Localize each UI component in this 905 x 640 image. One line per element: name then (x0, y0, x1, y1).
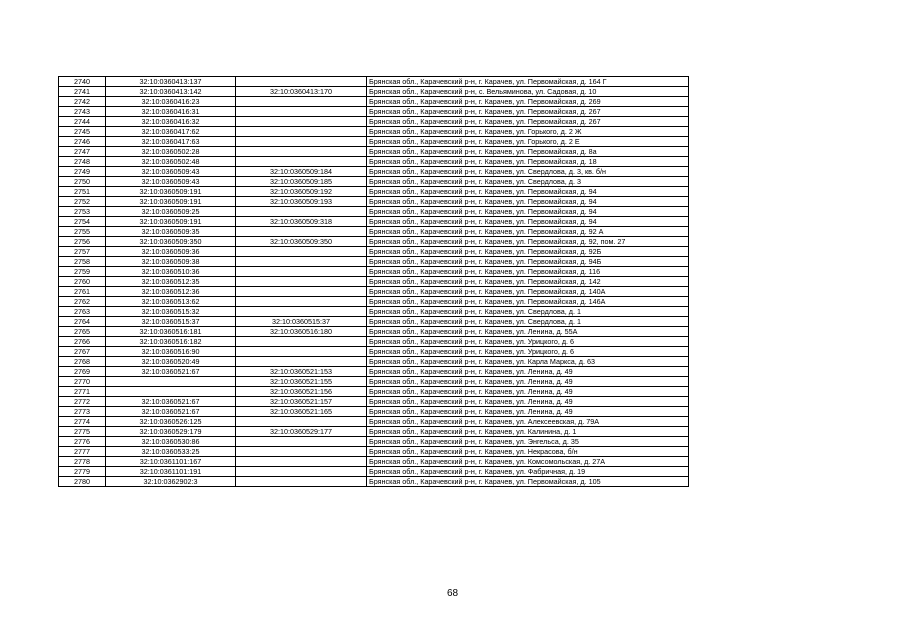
address-cell: Брянская обл., Карачевский р-н, г. Карачев, ул. Первомайская, д. 94 (367, 197, 689, 207)
related-cadastral-number-cell (236, 307, 367, 317)
cadastral-number-cell: 32:10:0360416:32 (106, 117, 236, 127)
address-cell: Брянская обл., Карачевский р-н, г. Карачев, ул. Урицкого, д. 6 (367, 347, 689, 357)
cadastral-number-cell: 32:10:0360516:182 (106, 337, 236, 347)
related-cadastral-number-cell: 32:10:0360509:192 (236, 187, 367, 197)
table-row (59, 217, 689, 227)
row-number-cell: 2751 (59, 187, 106, 197)
row-number-cell: 2755 (59, 227, 106, 237)
row-number-cell: 2745 (59, 127, 106, 137)
related-cadastral-number-cell: 32:10:0360521:156 (236, 387, 367, 397)
address-cell: Брянская обл., Карачевский р-н, г. Карачев, ул. Ленина, д. 49 (367, 377, 689, 387)
table-row (59, 147, 689, 157)
address-cell: Брянская обл., Карачевский р-н, г. Карачев, ул. Первомайская, д. 94 (367, 207, 689, 217)
row-number-cell: 2773 (59, 407, 106, 417)
related-cadastral-number-cell (236, 477, 367, 487)
table-row (59, 417, 689, 427)
row-number-cell: 2754 (59, 217, 106, 227)
related-cadastral-number-cell (236, 437, 367, 447)
related-cadastral-number-cell (236, 77, 367, 87)
row-number-cell: 2770 (59, 377, 106, 387)
related-cadastral-number-cell (236, 257, 367, 267)
cadastral-number-cell: 32:10:0360509:350 (106, 237, 236, 247)
table-row (59, 317, 689, 327)
table-row (59, 427, 689, 437)
row-number-cell: 2759 (59, 267, 106, 277)
table-row (59, 277, 689, 287)
row-number-cell: 2767 (59, 347, 106, 357)
related-cadastral-number-cell (236, 287, 367, 297)
address-cell: Брянская обл., Карачевский р-н, г. Карачев, ул. Ленина, д. 49 (367, 367, 689, 377)
address-cell: Брянская обл., Карачевский р-н, г. Карачев, ул. Горького, д. 2 Ж (367, 127, 689, 137)
cadastral-number-cell: 32:10:0360520:49 (106, 357, 236, 367)
row-number-cell: 2741 (59, 87, 106, 97)
cadastral-number-cell: 32:10:0360502:28 (106, 147, 236, 157)
table-row (59, 467, 689, 477)
table-row (59, 77, 689, 87)
row-number-cell: 2780 (59, 477, 106, 487)
table-row (59, 287, 689, 297)
row-number-cell: 2768 (59, 357, 106, 367)
address-cell: Брянская обл., Карачевский р-н, г. Карачев, ул. Карла Маркса, д. 63 (367, 357, 689, 367)
address-cell: Брянская обл., Карачевский р-н, г. Карачев, ул. Первомайская, д. 267 (367, 107, 689, 117)
cadastral-number-cell: 32:10:0360512:36 (106, 287, 236, 297)
address-cell: Брянская обл., Карачевский р-н, г. Карачев, ул. Горького, д. 2 Е (367, 137, 689, 147)
address-cell: Брянская обл., Карачевский р-н, г. Карачев, ул. Свердлова, д. 3 (367, 177, 689, 187)
cadastral-number-cell: 32:10:0360413:137 (106, 77, 236, 87)
related-cadastral-number-cell: 32:10:0360521:155 (236, 377, 367, 387)
related-cadastral-number-cell: 32:10:0360521:153 (236, 367, 367, 377)
table-row (59, 267, 689, 277)
address-cell: Брянская обл., Карачевский р-н, г. Карачев, ул. Первомайская, д. 269 (367, 97, 689, 107)
table-row (59, 407, 689, 417)
related-cadastral-number-cell (236, 127, 367, 137)
table-row (59, 167, 689, 177)
address-cell: Брянская обл., Карачевский р-н, г. Карачев, ул. Первомайская, д. 92 А (367, 227, 689, 237)
address-cell: Брянская обл., Карачевский р-н, г. Карачев, ул. Первомайская, д. 146А (367, 297, 689, 307)
cadastral-number-cell: 32:10:0362902:3 (106, 477, 236, 487)
table-row (59, 247, 689, 257)
related-cadastral-number-cell: 32:10:0360509:185 (236, 177, 367, 187)
row-number-cell: 2740 (59, 77, 106, 87)
property-table-body (59, 77, 689, 487)
cadastral-number-cell: 32:10:0360513:62 (106, 297, 236, 307)
row-number-cell: 2742 (59, 97, 106, 107)
property-table (58, 76, 689, 487)
address-cell: Брянская обл., Карачевский р-н, г. Карачев, ул. Комсомольская, д. 27А (367, 457, 689, 467)
cadastral-number-cell: 32:10:0360416:31 (106, 107, 236, 117)
related-cadastral-number-cell (236, 267, 367, 277)
cadastral-number-cell: 32:10:0360516:181 (106, 327, 236, 337)
related-cadastral-number-cell (236, 357, 367, 367)
cadastral-number-cell: 32:10:0360526:125 (106, 417, 236, 427)
related-cadastral-number-cell (236, 247, 367, 257)
cadastral-number-cell: 32:10:0360521:67 (106, 367, 236, 377)
address-cell: Брянская обл., Карачевский р-н, г. Карачев, ул. Первомайская, д. 267 (367, 117, 689, 127)
table-row (59, 437, 689, 447)
cadastral-number-cell: 32:10:0360512:35 (106, 277, 236, 287)
table-row (59, 297, 689, 307)
row-number-cell: 2775 (59, 427, 106, 437)
cadastral-number-cell: 32:10:0360521:67 (106, 407, 236, 417)
address-cell: Брянская обл., Карачевский р-н, г. Карачев, ул. Первомайская, д. 140А (367, 287, 689, 297)
cadastral-number-cell: 32:10:0360510:36 (106, 267, 236, 277)
cadastral-number-cell: 32:10:0360529:179 (106, 427, 236, 437)
cadastral-number-cell: 32:10:0360509:38 (106, 257, 236, 267)
cadastral-number-cell: 32:10:0360509:35 (106, 227, 236, 237)
related-cadastral-number-cell (236, 347, 367, 357)
table-row (59, 397, 689, 407)
row-number-cell: 2763 (59, 307, 106, 317)
cadastral-number-cell: 32:10:0361101:167 (106, 457, 236, 467)
address-cell: Брянская обл., Карачевский р-н, г. Карачев, ул. Первомайская, д. 116 (367, 267, 689, 277)
cadastral-number-cell: 32:10:0360516:90 (106, 347, 236, 357)
table-row (59, 327, 689, 337)
address-cell: Брянская обл., Карачевский р-н, г. Карачев, ул. Первомайская, д. 105 (367, 477, 689, 487)
row-number-cell: 2776 (59, 437, 106, 447)
cadastral-number-cell: 32:10:0360509:25 (106, 207, 236, 217)
table-row (59, 447, 689, 457)
related-cadastral-number-cell (236, 467, 367, 477)
table-row (59, 177, 689, 187)
related-cadastral-number-cell (236, 227, 367, 237)
cadastral-number-cell: 32:10:0360521:67 (106, 397, 236, 407)
address-cell: Брянская обл., Карачевский р-н, г. Карачев, ул. Ленина, д. 49 (367, 397, 689, 407)
address-cell: Брянская обл., Карачевский р-н, г. Карачев, ул. Первомайская, д. 94Б (367, 257, 689, 267)
table-row (59, 127, 689, 137)
row-number-cell: 2756 (59, 237, 106, 247)
address-cell: Брянская обл., Карачевский р-н, г. Карачев, ул. Первомайская, д. 94 (367, 217, 689, 227)
cadastral-number-cell: 32:10:0360509:191 (106, 197, 236, 207)
related-cadastral-number-cell (236, 447, 367, 457)
address-cell: Брянская обл., Карачевский р-н, г. Карачев, ул. Свердлова, д. 1 (367, 307, 689, 317)
cadastral-number-cell (106, 377, 236, 387)
related-cadastral-number-cell (236, 97, 367, 107)
table-row (59, 137, 689, 147)
page-number: 68 (446, 588, 459, 599)
related-cadastral-number-cell (236, 337, 367, 347)
cadastral-number-cell: 32:10:0360509:36 (106, 247, 236, 257)
cadastral-number-cell: 32:10:0360533:25 (106, 447, 236, 457)
related-cadastral-number-cell (236, 147, 367, 157)
table-row (59, 367, 689, 377)
address-cell: Брянская обл., Карачевский р-н, г. Карачев, ул. Урицкого, д. 6 (367, 337, 689, 347)
row-number-cell: 2778 (59, 457, 106, 467)
row-number-cell: 2753 (59, 207, 106, 217)
row-number-cell: 2777 (59, 447, 106, 457)
address-cell: Брянская обл., Карачевский р-н, г. Карачев, ул. Первомайская, д. 164 Г (367, 77, 689, 87)
table-row (59, 337, 689, 347)
address-cell: Брянская обл., Карачевский р-н, г. Карачев, ул. Ленина, д. 55А (367, 327, 689, 337)
cadastral-number-cell: 32:10:0360417:62 (106, 127, 236, 137)
address-cell: Брянская обл., Карачевский р-н, г. Карачев, ул. Калинина, д. 1 (367, 427, 689, 437)
related-cadastral-number-cell: 32:10:0360521:157 (236, 397, 367, 407)
related-cadastral-number-cell: 32:10:0360413:170 (236, 87, 367, 97)
row-number-cell: 2760 (59, 277, 106, 287)
cadastral-number-cell: 32:10:0360502:48 (106, 157, 236, 167)
row-number-cell: 2757 (59, 247, 106, 257)
row-number-cell: 2771 (59, 387, 106, 397)
related-cadastral-number-cell (236, 297, 367, 307)
table-row (59, 107, 689, 117)
cadastral-number-cell: 32:10:0360509:43 (106, 167, 236, 177)
table-row (59, 307, 689, 317)
table-row (59, 347, 689, 357)
related-cadastral-number-cell: 32:10:0360515:37 (236, 317, 367, 327)
cadastral-number-cell: 32:10:0360509:191 (106, 187, 236, 197)
row-number-cell: 2746 (59, 137, 106, 147)
address-cell: Брянская обл., Карачевский р-н, г. Карачев, ул. Первомайская, д. 94 (367, 187, 689, 197)
row-number-cell: 2779 (59, 467, 106, 477)
table-row (59, 197, 689, 207)
table-row (59, 187, 689, 197)
row-number-cell: 2744 (59, 117, 106, 127)
table-row (59, 237, 689, 247)
cadastral-number-cell (106, 387, 236, 397)
address-cell: Брянская обл., Карачевский р-н, г. Карачев, ул. Фабричная, д. 19 (367, 467, 689, 477)
address-cell: Брянская обл., Карачевский р-н, г. Карачев, ул. Свердлова, д. 1 (367, 317, 689, 327)
related-cadastral-number-cell: 32:10:0360509:193 (236, 197, 367, 207)
row-number-cell: 2747 (59, 147, 106, 157)
cadastral-number-cell: 32:10:0360413:142 (106, 87, 236, 97)
related-cadastral-number-cell (236, 457, 367, 467)
address-cell: Брянская обл., Карачевский р-н, г. Карачев, ул. Первомайская, д. 92, пом. 27 (367, 237, 689, 247)
related-cadastral-number-cell (236, 107, 367, 117)
address-cell: Брянская обл., Карачевский р-н, г. Карачев, ул. Ленина, д. 49 (367, 387, 689, 397)
address-cell: Брянская обл., Карачевский р-н, г. Карачев, ул. Энгельса, д. 35 (367, 437, 689, 447)
address-cell: Брянская обл., Карачевский р-н, г. Карачев, ул. Некрасова, б/н (367, 447, 689, 457)
address-cell: Брянская обл., Карачевский р-н, г. Карачев, ул. Первомайская, д. 8а (367, 147, 689, 157)
cadastral-number-cell: 32:10:0360509:43 (106, 177, 236, 187)
row-number-cell: 2766 (59, 337, 106, 347)
related-cadastral-number-cell (236, 157, 367, 167)
cadastral-number-cell: 32:10:0360530:86 (106, 437, 236, 447)
cadastral-number-cell: 32:10:0360515:32 (106, 307, 236, 317)
address-cell: Брянская обл., Карачевский р-н, г. Карачев, ул. Первомайская, д. 92Б (367, 247, 689, 257)
table-row (59, 207, 689, 217)
row-number-cell: 2761 (59, 287, 106, 297)
cadastral-number-cell: 32:10:0360509:191 (106, 217, 236, 227)
address-cell: Брянская обл., Карачевский р-н, с. Вельяминова, ул. Садовая, д. 10 (367, 87, 689, 97)
row-number-cell: 2758 (59, 257, 106, 267)
row-number-cell: 2764 (59, 317, 106, 327)
row-number-cell: 2762 (59, 297, 106, 307)
related-cadastral-number-cell: 32:10:0360521:165 (236, 407, 367, 417)
table-row (59, 97, 689, 107)
table-row (59, 257, 689, 267)
related-cadastral-number-cell: 32:10:0360509:318 (236, 217, 367, 227)
related-cadastral-number-cell: 32:10:0360509:350 (236, 237, 367, 247)
row-number-cell: 2749 (59, 167, 106, 177)
cadastral-number-cell: 32:10:0361101:191 (106, 467, 236, 477)
table-row (59, 387, 689, 397)
table-row (59, 357, 689, 367)
table-row (59, 457, 689, 467)
row-number-cell: 2750 (59, 177, 106, 187)
related-cadastral-number-cell: 32:10:0360516:180 (236, 327, 367, 337)
row-number-cell: 2772 (59, 397, 106, 407)
related-cadastral-number-cell (236, 207, 367, 217)
table-row (59, 87, 689, 97)
table-row (59, 377, 689, 387)
table-row (59, 477, 689, 487)
table-row (59, 117, 689, 127)
row-number-cell: 2752 (59, 197, 106, 207)
table-row (59, 227, 689, 237)
row-number-cell: 2743 (59, 107, 106, 117)
address-cell: Брянская обл., Карачевский р-н, г. Карачев, ул. Ленина, д. 49 (367, 407, 689, 417)
address-cell: Брянская обл., Карачевский р-н, г. Карачев, ул. Первомайская, д. 142 (367, 277, 689, 287)
address-cell: Брянская обл., Карачевский р-н, г. Карачев, ул. Первомайская, д. 18 (367, 157, 689, 167)
related-cadastral-number-cell (236, 277, 367, 287)
related-cadastral-number-cell (236, 117, 367, 127)
address-cell: Брянская обл., Карачевский р-н, г. Карачев, ул. Свердлова, д. 3, кв. б/н (367, 167, 689, 177)
row-number-cell: 2774 (59, 417, 106, 427)
row-number-cell: 2748 (59, 157, 106, 167)
related-cadastral-number-cell: 32:10:0360509:184 (236, 167, 367, 177)
cadastral-number-cell: 32:10:0360515:37 (106, 317, 236, 327)
row-number-cell: 2765 (59, 327, 106, 337)
cadastral-number-cell: 32:10:0360416:23 (106, 97, 236, 107)
cadastral-number-cell: 32:10:0360417:63 (106, 137, 236, 147)
table-row (59, 157, 689, 167)
related-cadastral-number-cell (236, 137, 367, 147)
related-cadastral-number-cell (236, 417, 367, 427)
row-number-cell: 2769 (59, 367, 106, 377)
related-cadastral-number-cell: 32:10:0360529:177 (236, 427, 367, 437)
address-cell: Брянская обл., Карачевский р-н, г. Карачев, ул. Алексеевская, д. 79А (367, 417, 689, 427)
